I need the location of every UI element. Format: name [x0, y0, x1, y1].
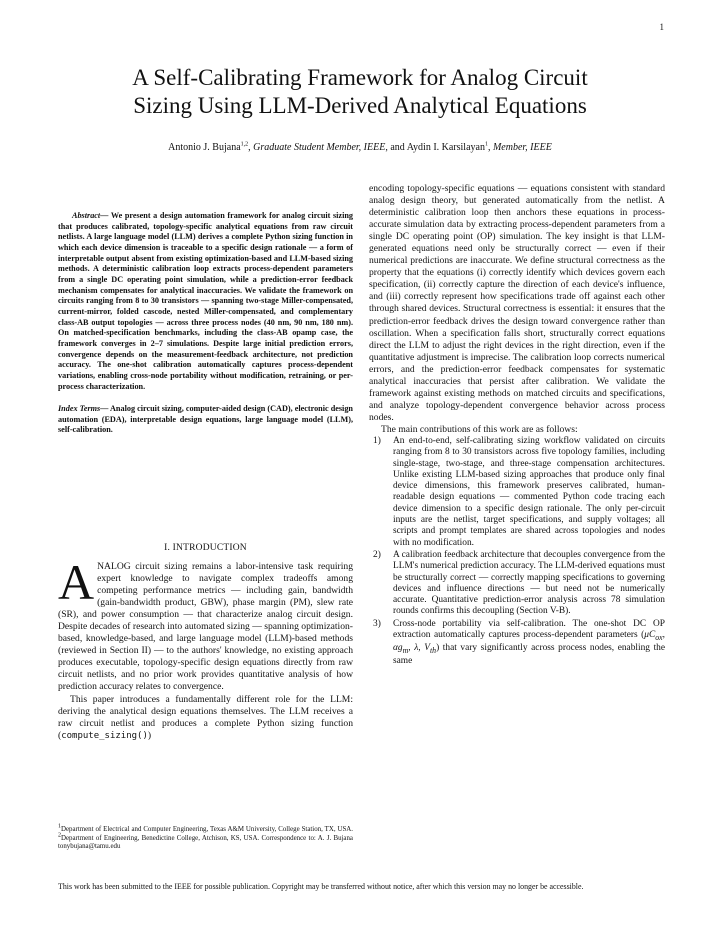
page-number: 1	[659, 22, 664, 32]
footnote-affiliation-1: Department of Electrical and Computer Engineering, Texas A&M University, College Station, TX, USA.	[61, 826, 353, 833]
footnote-affiliation-2: Department of Engineering, Benedictine College, Atchison, KS, USA. Correspondence to: A. J. Bujana tonybujana@tamu.edu	[58, 834, 353, 851]
contribution-item-2	[369, 550, 665, 618]
contributions-intro: The main contributions of this work are as follows:	[381, 423, 578, 435]
ieee-submission-note: This work has been submitted to the IEEE for possible publication. Copyright may be transferred without notice, after which this version may no longer be accessible.	[58, 882, 584, 891]
right-column	[369, 183, 665, 883]
title-line-2: Sizing Using LLM-Derived Analytical Equations	[133, 93, 587, 118]
symbol-alpha-gm-sub: m	[402, 646, 409, 656]
intro-paragraph-1	[58, 554, 353, 694]
abstract-lead: Abstract—	[72, 211, 109, 220]
contribution-text-a: Cross-node portability via self-calibration. The one-shot DC OP extraction automatically captures process-dependent parameters (	[393, 618, 665, 641]
paper-title	[40, 64, 680, 120]
drop-cap: A	[58, 554, 95, 610]
contribution-text: A calibration feedback architecture that decouples convergence from the LLM's numerical prediction accuracy. The LLM-derived equations must be structurally correct — correctly mapping specifications to governing devices and influence directions — but need not be numerically accurate. Quantitative prediction-error analysis across 78 simulation rounds confirms this decoupling (Section V-B).	[393, 549, 665, 617]
author-2-role: Member, IEEE	[492, 142, 552, 153]
contribution-item-1	[369, 436, 665, 549]
contribution-number: 1)	[373, 435, 381, 446]
contributions-list	[369, 436, 665, 668]
abstract-text: We present a design automation framework for analog circuit sizing that produces calibrated, topology-specific analytical equations from raw circuit netlists. A large language model (LLM) derives a complete Python sizing function in which each device dimension is traceable to a specific design rationale — a form of interpretable output absent from existing optimization-based and LLM-based sizing methods. A deterministic calibration loop extracts process-dependent parameters from a single DC operating point simulation, while a prediction-error feedback mechanism compensates for analytical inaccuracies. We validate the framework on circuits ranging from 8 to 30 transistors — spanning two-stage Miller-compensated, current-mirror, folded cascode, nested Miller-compensated, and complementary class-AB output topologies — across three process nodes (40 nm, 90 nm, 180 nm). On matched-specification benchmarks, including the class-AB opamp case, the framework converges in 2–7 simulations. Despite large initial prediction errors, convergence depends on the measurement-feedback architecture, not prediction accuracy. The one-shot calibration automatically captures process-dependent variations, enabling cross-node portability without modification, retraining, or per-process characterization.	[58, 211, 353, 391]
index-terms-lead: Index Terms—	[58, 404, 109, 414]
intro-paragraph-2-end: )	[147, 729, 152, 741]
intro-paragraph-2-text: This paper introduces a fundamentally different role for the LLM: deriving the analytical design equations themselves. The LLM receives a raw circuit netlist and produces a complete Python sizing function (	[58, 693, 353, 741]
symbol-vth-sub: th	[429, 646, 437, 656]
author-1-name: Antonio J. Bujana	[168, 142, 241, 153]
contribution-text-d: ,	[418, 643, 425, 654]
author-2-affiliation-mark: 1	[484, 141, 488, 148]
right-paragraph-1: encoding topology-specific equations — equations consistent with standard analog design theory, but generated automatically from the netlist. A deterministic calibration loop then anchors these equations in process-accurate simulation data by extracting process-dependent parameters from a single DC operating point (OP) simulation. The key insight is that LLM-generated equations need only be structurally correct — even if their numerical predictions are inaccurate. We define structural correctness as the property that the equations (i) correctly identify which devices govern each specification, (ii) correctly capture the direction of each device's influence, and (iii) correctly represent how specifications trade off against each other through shared devices. Structural correctness is essential: it ensures that the prediction-error feedback drives the design toward convergence rather than oscillation. When a specification falls short, structurally correct equations direct the LLM to adjust the right devices in the right direction, even if the quantitative adjustment is imprecise. The calibration loop corrects numerical errors, and the prediction-error feedback compensates for systematic analytical inaccuracies that persist after calibration. We validate the framework against existing methods on matched circuits and specifications, and analyze topology-dependent convergence behavior across process nodes.	[369, 183, 665, 423]
index-terms	[58, 404, 353, 436]
symbol-alpha-gm: αg	[393, 643, 403, 654]
symbol-lambda: λ	[414, 643, 419, 654]
symbol-mu-cox: μC	[644, 630, 656, 641]
contribution-number: 3)	[373, 618, 381, 629]
affiliation-footnote	[58, 823, 353, 852]
title-line-1: A Self-Calibrating Framework for Analog Circuit	[132, 65, 588, 90]
footnote-mark-1: 1	[58, 823, 61, 830]
left-column-abstract	[58, 211, 353, 861]
contribution-text-e: ) that vary significantly across process nodes, enabling the same	[393, 643, 666, 667]
intro-paragraph-1-text: NALOG circuit sizing remains a labor-intensive task requiring expert knowledge to navigate complex tradeoffs among competing performance metrics — including gain, bandwidth (gain-bandwidth product, GBW), phase margin (PM), slew rate (SR), and power consumption — that characterize analog circuit design. Despite decades of research into automated sizing — spanning optimization-based, knowledge-based, and large language model (LLM)-based methods (reviewed in Section II) — to the authors' knowledge, no existing approach produces executable, topology-specific design equations directly from raw circuit netlists, and no prior work provides quantitative analysis of how prediction accuracy relates to convergence.	[58, 561, 353, 693]
contribution-item-3	[369, 619, 665, 668]
contribution-text-b: ,	[662, 630, 665, 641]
index-terms-text: Analog circuit sizing, computer-aided design (CAD), electronic design automation (EDA), interpretable design equations, large language model (LLM), self-calibration.	[58, 404, 353, 435]
author-1-affiliation-mark: 1,2	[240, 141, 249, 148]
contribution-text-c: ,	[408, 643, 415, 654]
symbol-vth: V	[424, 643, 430, 654]
contribution-number: 2)	[373, 549, 381, 560]
author-2-name: Aydin I. Karsilayan	[406, 142, 485, 153]
introduction-body	[58, 554, 353, 742]
author-1-role: Graduate Student Member, IEEE	[253, 142, 386, 153]
symbol-mu-cox-sub: ox	[655, 632, 663, 642]
author-line: Antonio J. Bujana$^{1,2}$, Graduate Student Member, IEEE, and Aydin I. Karsilayan$^1$, Member, IEEE	[168, 141, 552, 153]
contribution-text: An end-to-end, self-calibrating sizing workflow validated on circuits ranging from 8 to 30 transistors across five topology families, including single-stage, two-stage, and three-stage compensation architectures. Unlike existing LLM-based sizing approaches that produce only final device dimensions, this framework preserves calibrated, human-readable design equations — commented Python code tracing each device dimension to a specific design rationale. The only per-circuit inputs are the netlist, target specifications, and supply voltages; all scripts and prompt templates are shared across topologies and nodes with no modification.	[393, 435, 665, 548]
author-conjunction: , and	[385, 142, 407, 153]
abstract	[58, 211, 353, 392]
section-heading-introduction: I. INTRODUCTION	[164, 543, 247, 553]
intro-paragraph-2	[58, 694, 353, 742]
footnote-mark-2: 2	[58, 832, 61, 839]
inline-code-compute-sizing: compute_sizing()	[61, 730, 148, 741]
